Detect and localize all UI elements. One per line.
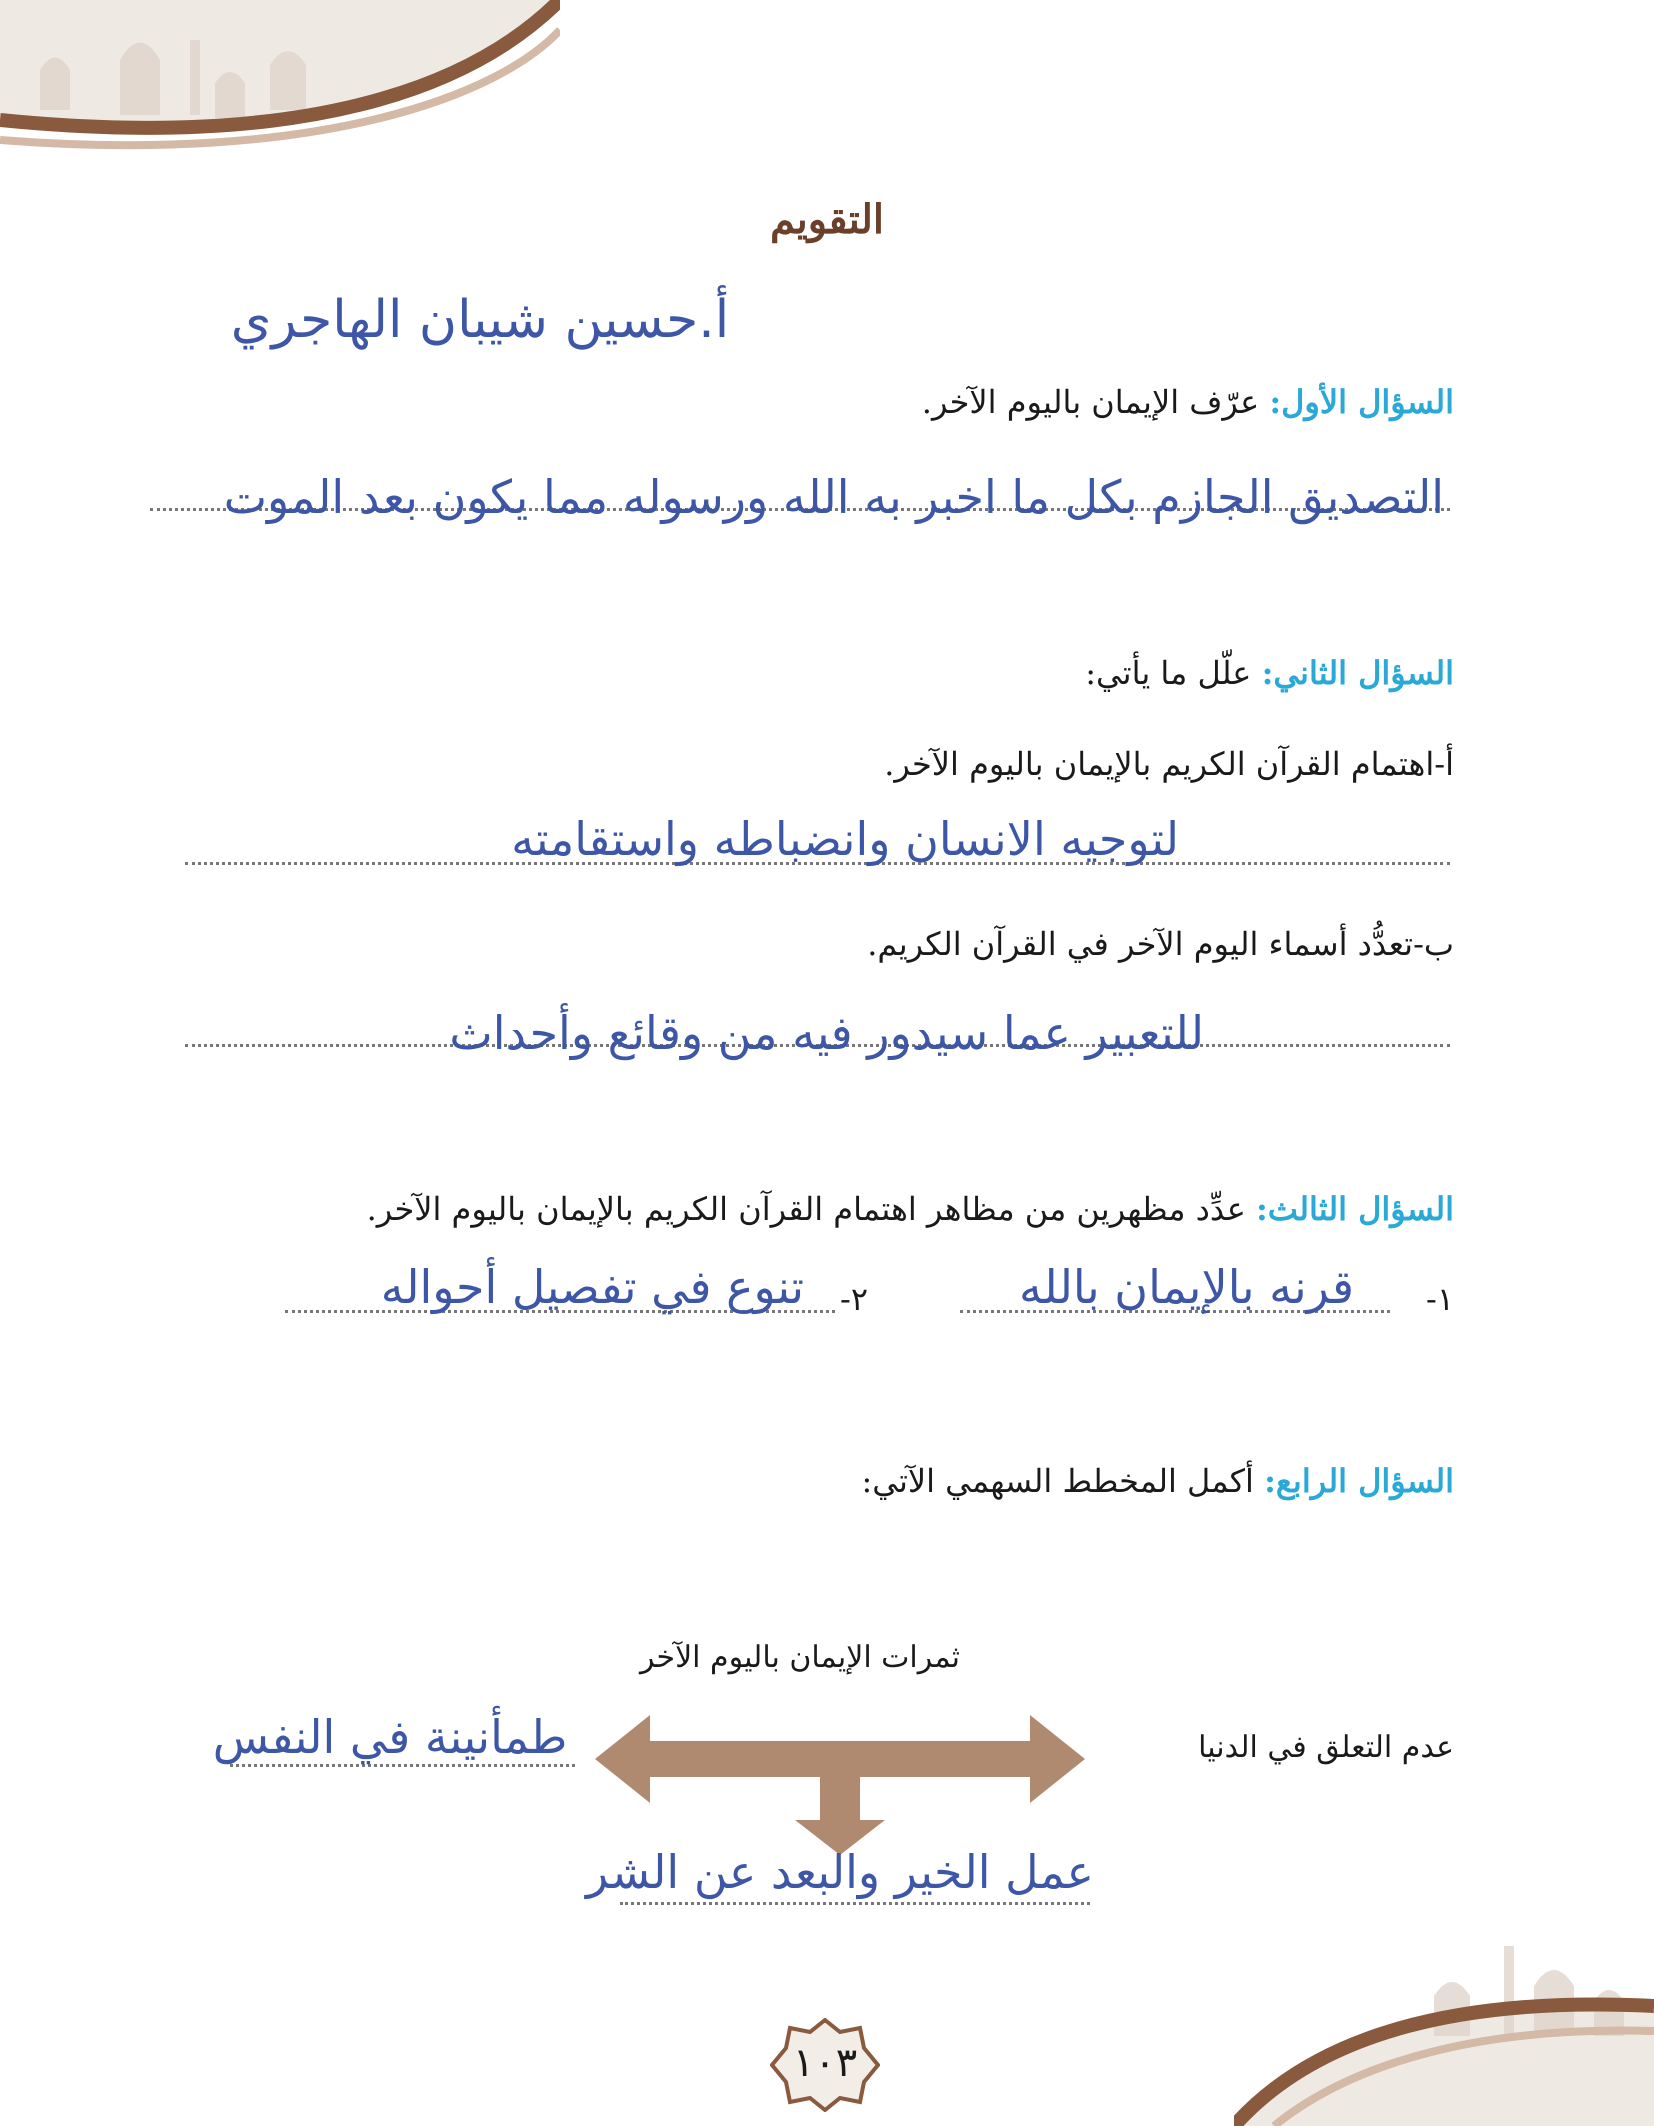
question-2-label: السؤال الثاني: [1261,654,1454,692]
down-arrow-icon [795,1777,885,1855]
item-2-number: ٢- [840,1280,868,1318]
question-2a-text: أ-اهتمام القرآن الكريم بالإيمان باليوم الآخر. [884,745,1454,783]
question-3-text: عدِّد مظهرين من مظاهر اهتمام القرآن الكريم بالإيمان باليوم الآخر. [366,1190,1246,1228]
question-3 [194,1190,1454,1228]
question-2b-text: ب-تعدُّد أسماء اليوم الآخر في القرآن الكريم. [867,925,1454,963]
answer-1: التصديق الجازم بكل ما اخبر به الله ورسوله مما يكون بعد الموت [223,470,1444,524]
question-1-label: السؤال الأول: [1269,383,1454,421]
top-left-ornament [0,0,560,160]
teacher-name: أ.حسين شيبان الهاجري [230,290,730,350]
question-1-text: عرّف الإيمان باليوم الآخر. [921,383,1260,421]
answer-3-2: تنوع في تفصيل أحواله [380,1260,804,1314]
question-4-label: السؤال الرابع: [1264,1462,1454,1500]
question-2 [194,654,1454,692]
diagram-center-label: ثمرات الإيمان باليوم الآخر [639,1640,961,1675]
bottom-right-ornament [1234,1926,1654,2126]
answer-3-1: قرنه بالإيمان بالله [1018,1260,1354,1314]
answer-2a: لتوجيه الانسان وانضباطه واستقامته [511,812,1179,866]
question-1 [194,383,1454,421]
page-title: التقويم [769,196,885,243]
diagram-left-answer: طمأنينة في النفس [212,1710,568,1764]
diagram-bottom-dots [620,1902,1090,1905]
question-4 [194,1462,1454,1500]
diagram-left-dots [230,1764,575,1767]
question-3-label: السؤال الثالث: [1255,1190,1454,1228]
item-1-number: ١- [1426,1280,1454,1318]
diagram-bottom-answer: عمل الخير والبعد عن الشر [585,1845,1095,1899]
page-number: ١٠٣ [792,2040,858,2086]
question-4-text: أكمل المخطط السهمي الآتي: [861,1462,1254,1500]
diagram-arrows [595,1715,1085,1855]
answer-2b: للتعبير عما سيدور فيه من وقائع وأحداث [449,1006,1204,1060]
question-2-text: علّل ما يأتي: [1085,654,1252,692]
diagram-right-label: عدم التعلق في الدنيا [1198,1730,1454,1765]
